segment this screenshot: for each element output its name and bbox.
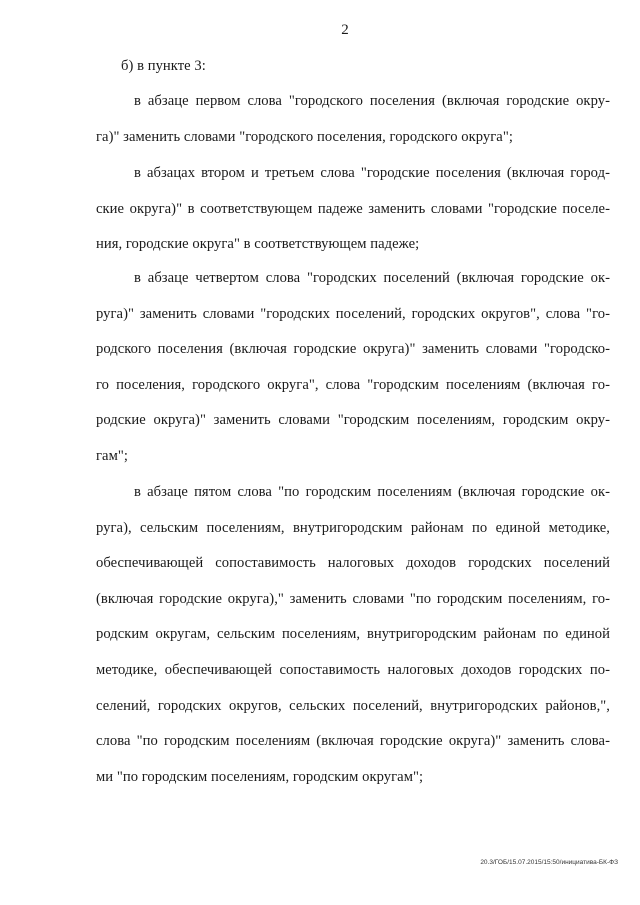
page-number: 2	[341, 22, 349, 38]
text-line: руга)" заменить словами "городских поселений, городских округов", слова "го-	[96, 305, 610, 322]
text-line: в абзаце первом слова "городского поселения (включая городские окру-	[134, 93, 610, 109]
text-line: (включая городские округа)," заменить словами "по городским поселениям, го-	[96, 590, 610, 607]
text-line: родского поселения (включая городские округа)" заменить словами "городско-	[96, 341, 610, 358]
text-line: методике, обеспечивающей сопоставимость налоговых доходов городских по-	[96, 662, 610, 678]
text-line: родским округам, сельским поселениям, внутригородским районам по единой	[96, 626, 610, 643]
text-line: селений, городских округов, сельских поселений, внутригородских районов,",	[96, 697, 610, 714]
text-line: ния, городские округа" в соответствующем падеже;	[96, 236, 420, 253]
text-line: в абзацах втором и третьем слова "городские поселения (включая город-	[134, 165, 610, 181]
text-line: родские округа)" заменить словами "городским поселениям, городским окру-	[96, 412, 610, 429]
text-line: го поселения, городского округа", слова "городским поселениям (включая го-	[96, 376, 610, 393]
text-line: б) в пункте 3:	[121, 58, 206, 74]
footer-stamp: 20.3/ГОБ/15.07.2015/15:50/инициатива-БК-ФЗ	[480, 859, 618, 866]
text-line: слова "по городским поселениям (включая городские округа)" заменить слова-	[96, 733, 610, 750]
text-line: гам";	[96, 448, 128, 464]
text-line: ми "по городским поселениям, городским округам";	[96, 768, 424, 785]
text-line: руга), сельским поселениям, внутригородским районам по единой методике,	[96, 519, 610, 536]
text-line: обеспечивающей сопоставимость налоговых доходов городских поселений	[96, 555, 610, 572]
text-line: в абзаце четвертом слова "городских поселений (включая городские ок-	[134, 270, 610, 286]
text-line: ские округа)" в соответствующем падеже заменить словами "городские поселе-	[96, 200, 610, 217]
text-line: га)" заменить словами "городского поселения, городского округа";	[96, 128, 513, 145]
text-line: в абзаце пятом слова "по городским поселениям (включая городские ок-	[134, 484, 610, 500]
